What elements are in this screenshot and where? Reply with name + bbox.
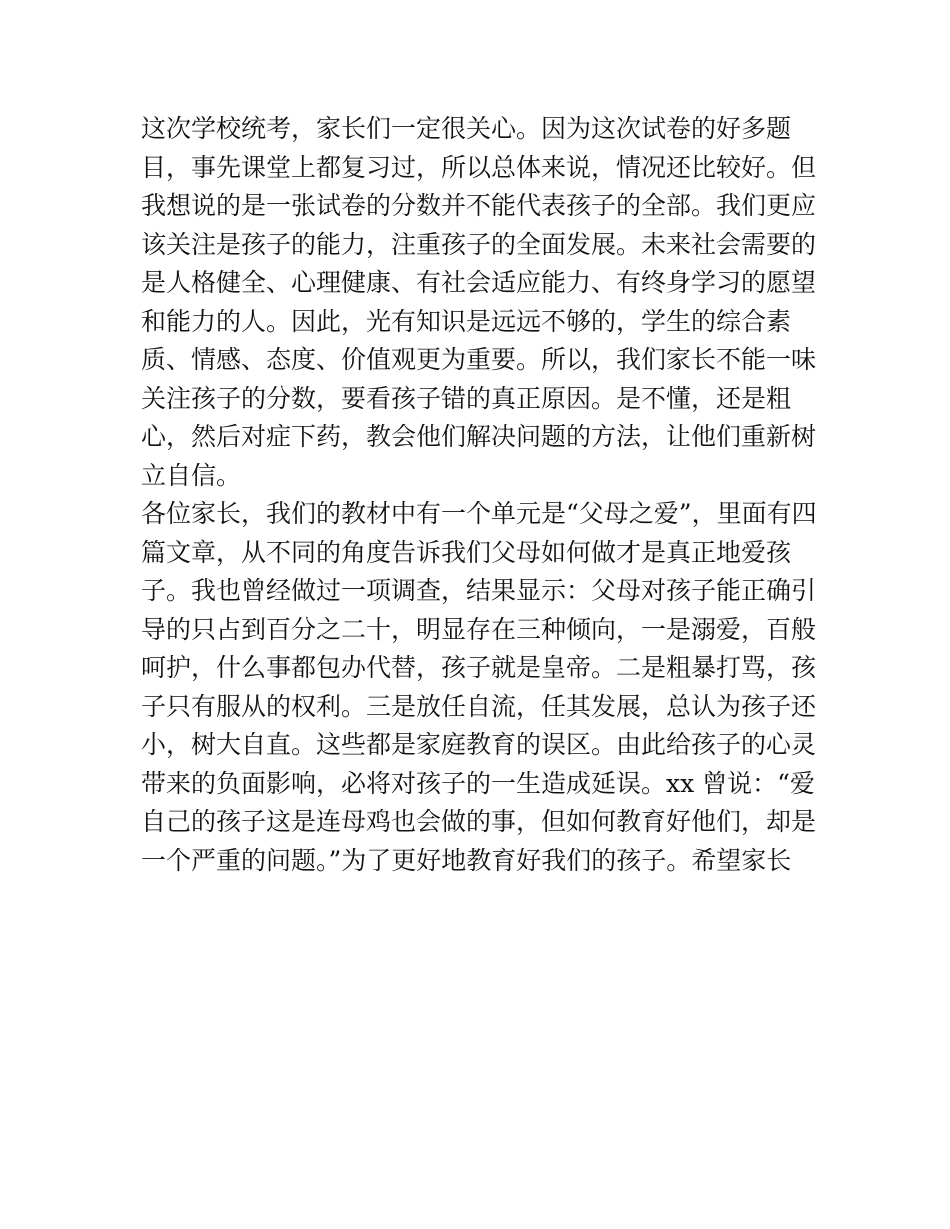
text-line: 一个严重的问题。”为了更好地教育好我们的孩子。希望家长 bbox=[141, 845, 792, 875]
text-line: 关注孩子的分数，要看孩子错的真正原因。是不懂，还是粗 bbox=[141, 383, 792, 413]
text-line: 小，树大自直。这些都是家庭教育的误区。由此给孩子的心灵 bbox=[141, 730, 817, 759]
text-line: 篇文章，从不同的角度告诉我们父母如何做才是真正地爱孩 bbox=[141, 537, 792, 567]
text-line: 我想说的是一张试卷的分数并不能代表孩子的全部。我们更应 bbox=[141, 191, 817, 220]
text-line: 带来的负面影响，必将对孩子的一生造成延误。xx 曾说：“爱 bbox=[141, 768, 815, 798]
text-line: 这次学校统考，家长们一定很关心。因为这次试卷的好多题 bbox=[141, 114, 792, 143]
text-line: 导的只占到百分之二十，明显存在三种倾向，一是溺爱，百般 bbox=[141, 614, 817, 644]
text-line: 各位家长，我们的教材中有一个单元是“父母之爱”，里面有四 bbox=[141, 499, 817, 528]
text-line: 该关注是孩子的能力，注重孩子的全面发展。未来社会需要的 bbox=[141, 229, 817, 259]
text-line: 子。我也曾经做过一项调查，结果显示：父母对孩子能正确引 bbox=[141, 576, 817, 605]
text-line: 子只有服从的权利。三是放任自流，任其发展，总认为孩子还 bbox=[141, 691, 817, 721]
text-line: 目，事先课堂上都复习过，所以总体来说，情况还比较好。但 bbox=[141, 152, 817, 182]
text-line: 呵护，什么事都包办代替，孩子就是皇帝。二是粗暴打骂，孩 bbox=[141, 653, 817, 682]
text-line: 质、情感、态度、价值观更为重要。所以，我们家长不能一味 bbox=[141, 345, 817, 374]
text-line: 自己的孩子这是连母鸡也会做的事，但如何教育好他们，却是 bbox=[141, 807, 817, 836]
text-line: 是人格健全、心理健康、有社会适应能力、有终身学习的愿望 bbox=[141, 268, 817, 297]
text-line: 立自信。 bbox=[141, 460, 242, 490]
text-line: 心，然后对症下药，教会他们解决问题的方法，让他们重新树 bbox=[141, 422, 817, 451]
body-text bbox=[141, 110, 821, 880]
text-line: 和能力的人。因此，光有知识是远远不够的，学生的综合素 bbox=[141, 306, 792, 336]
